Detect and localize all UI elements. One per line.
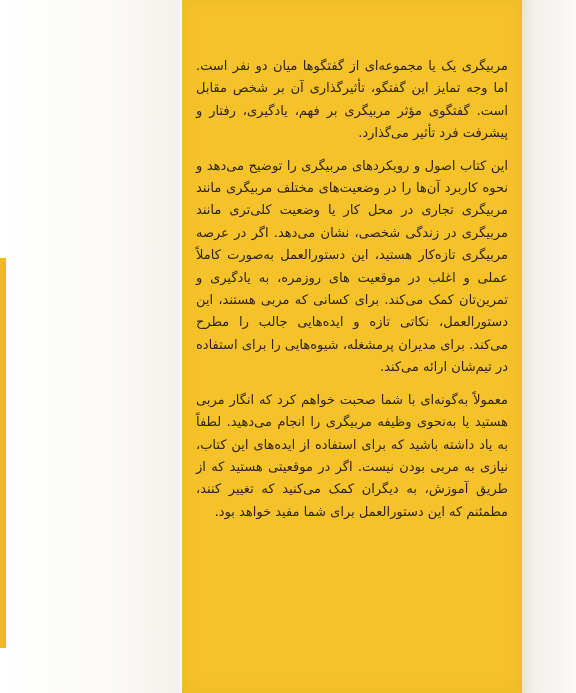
body-text-block (196, 56, 508, 532)
paragraph-reader-guidance: معمولاً به‌گونه‌ای با شما صحبت خواهم کرد که انگار مربی هستید یا به‌نحوی وظیفه مربیگری را انجام می‌دهید. لطفاً به یاد داشته باشید که برای استفاده از ایده‌های این کتاب، نیازی به مربی بودن نیست. اگر در موقعیتی هستید که از طریق آموزش، به دیگران کمک می‌کنید که تغییر کنند، مطمئنم که این دستورالعمل برای شما مفید خواهد بود. (196, 392, 508, 520)
left-edge-color-strip (0, 258, 6, 648)
page-gutter-shadow (522, 0, 576, 693)
paragraph-intro: مربیگری یک یا مجموعه‌ای از گفتگوها میان دو نفر است. اما وجه تمایز این گفتگو، تأثیرگذاری آن بر شخص مقابل است. گفتگوی مؤثر مربیگری بر فهم، یادگیری، رفتار و پیشرفت فرد تأثیر می‌گذارد. (196, 59, 508, 142)
paragraph-book-purpose: این کتاب اصول و رویکردهای مربیگری را توضیح می‌دهد و نحوه کاربرد آن‌ها را در وضعیت‌های مختلف مربیگری مانند مربیگری تجاری در محل کار یا وضعیت کلی‌تری مانند مربیگری در زندگی شخصی، نشان می‌دهد. اگر در عرصه مربیگری تازه‌کار هستید، این دستورالعمل به‌صورت کاملاً عملی و اغلب در موقعیت های روزمره، به یادگیری و تمرین‌تان کمک می‌کند. برای کسانی که مربی هستند، این دستورالعمل، نکاتی تازه و ایده‌هایی جالب را مطرح می‌کند. برای مدیران پرمشغله، شیوه‌هایی را برای استفاده در تیم‌شان ارائه می‌کند. (196, 158, 508, 376)
left-page-margin (0, 0, 180, 693)
